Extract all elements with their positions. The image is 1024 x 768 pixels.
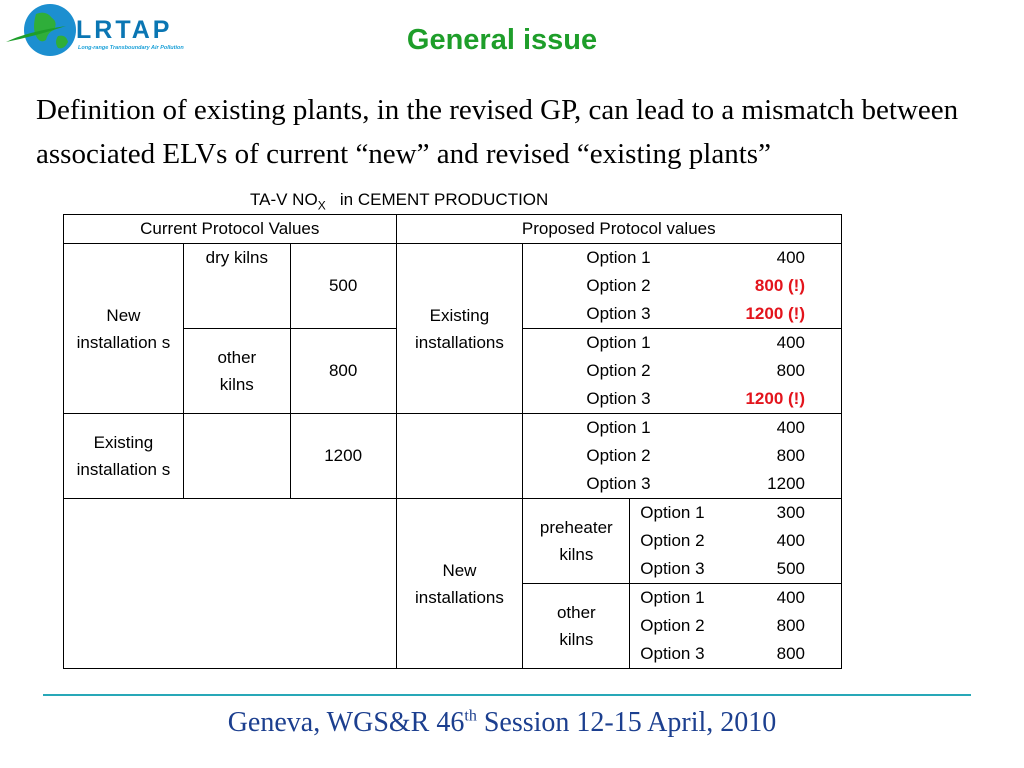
empty-cell <box>64 499 397 669</box>
option-row <box>523 357 841 385</box>
option-group <box>630 499 842 584</box>
option-group <box>523 244 842 329</box>
option-label: Option 1 <box>586 418 651 437</box>
option-value: 400 <box>776 588 805 607</box>
option-row <box>523 300 841 328</box>
option-row <box>630 640 841 668</box>
header-proposed-protocol: Proposed Protocol values <box>396 215 841 244</box>
option-label: Option 3 <box>586 474 651 493</box>
option-list <box>630 499 841 583</box>
option-list <box>630 584 841 668</box>
option-row <box>523 442 841 470</box>
proposed-other-kilns: other kilns <box>523 584 630 669</box>
option-label: Option 2 <box>640 531 705 550</box>
proposed-preheater-kilns: preheater kilns <box>523 499 630 584</box>
option-label: Option 2 <box>586 361 651 380</box>
logo-tagline: Long-range Transboundary Air Pollution <box>78 45 184 51</box>
option-label: Option 1 <box>640 588 705 607</box>
option-label: Option 2 <box>586 446 651 465</box>
option-row <box>630 584 841 612</box>
option-value: 800 <box>776 644 805 663</box>
option-value: 1200 (!) <box>745 389 805 408</box>
option-value: 400 <box>776 333 805 352</box>
option-list <box>523 244 841 328</box>
intro-paragraph: Definition of existing plants, in the revised GP, can lead to a mismatch between associated ELVs of current “new” and revised “existing plants” <box>36 94 959 170</box>
option-row <box>523 244 841 272</box>
current-other-kilns-value: 800 <box>290 329 396 414</box>
option-label: Option 3 <box>586 389 651 408</box>
proposed-existing-installations: Existing installations <box>396 244 523 414</box>
option-value: 800 (!) <box>754 276 805 295</box>
option-value: 400 <box>776 248 805 267</box>
option-label: Option 3 <box>640 559 705 578</box>
option-label: Option 1 <box>586 248 651 267</box>
current-dry-kilns-value: 500 <box>290 244 396 329</box>
current-existing-value: 1200 <box>290 414 396 499</box>
option-row <box>523 414 841 442</box>
header-current-protocol: Current Protocol Values <box>64 215 397 244</box>
option-row <box>630 499 841 527</box>
option-label: Option 1 <box>640 503 705 522</box>
table-caption: TA-V $NO_X$ in CEMENT PRODUCTION <box>250 190 549 213</box>
empty-cell <box>396 414 523 499</box>
option-value: 300 <box>776 503 805 522</box>
elv-comparison-table <box>63 214 842 669</box>
option-row <box>523 329 841 357</box>
option-value: 800 <box>776 446 805 465</box>
footer-text: Geneva, WGS&R 46th Session 12-15 April, 2010 <box>227 707 777 738</box>
option-value: 400 <box>776 531 805 550</box>
option-value: 1200 (!) <box>745 304 805 323</box>
option-label: Option 1 <box>586 333 651 352</box>
option-row <box>523 272 841 300</box>
logo-wordmark: LRTAP <box>76 16 173 44</box>
option-value: 500 <box>776 559 805 578</box>
current-new-installations: New installation s <box>64 244 184 414</box>
option-list <box>523 329 841 413</box>
option-value: 400 <box>776 418 805 437</box>
option-value: 1200 <box>767 474 805 493</box>
option-row <box>523 470 841 498</box>
option-value: 800 <box>776 616 805 635</box>
option-group <box>523 414 842 499</box>
option-label: Option 3 <box>640 644 705 663</box>
option-row <box>630 555 841 583</box>
option-row <box>630 527 841 555</box>
option-row <box>630 612 841 640</box>
option-label: Option 2 <box>640 616 705 635</box>
option-group <box>523 329 842 414</box>
slide-title: General issue <box>406 24 598 56</box>
option-value: 800 <box>776 361 805 380</box>
proposed-new-installations: New installations <box>396 499 523 669</box>
option-label: Option 2 <box>586 276 651 295</box>
current-existing-installations: Existing installation s <box>64 414 184 499</box>
footer-divider <box>43 694 971 696</box>
current-other-kilns: other kilns <box>183 329 290 414</box>
option-list <box>523 414 841 498</box>
option-group <box>630 584 842 669</box>
current-dry-kilns: dry kilns <box>183 244 290 329</box>
option-row <box>523 385 841 413</box>
option-label: Option 3 <box>586 304 651 323</box>
empty-cell <box>183 414 290 499</box>
